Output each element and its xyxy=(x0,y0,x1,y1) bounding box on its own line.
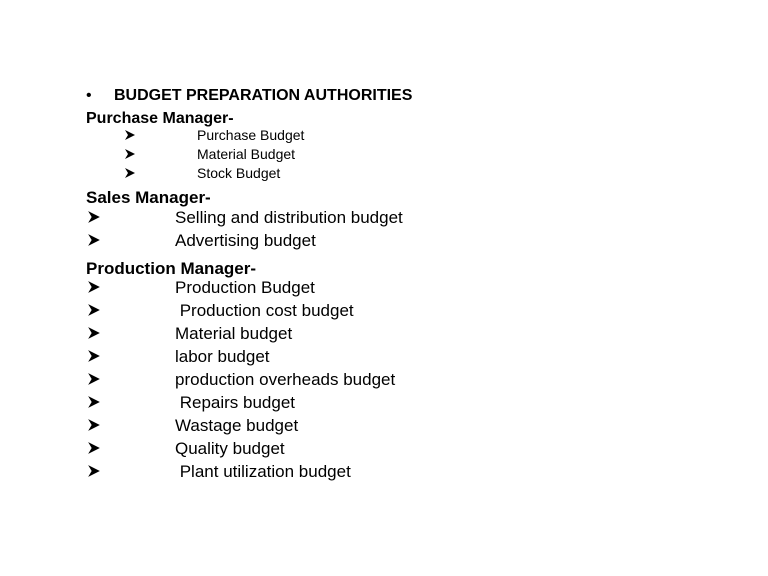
list-item xyxy=(86,230,316,250)
list-item-label: production overheads budget xyxy=(175,369,396,389)
arrow-bullet-icon xyxy=(86,210,102,224)
list-item-label: Purchase Budget xyxy=(197,126,305,143)
list-item xyxy=(86,300,354,320)
list-item-label: Quality budget xyxy=(175,438,285,458)
arrow-bullet-icon xyxy=(86,372,102,386)
title-bullet: • xyxy=(86,87,92,104)
list-item xyxy=(86,438,285,458)
arrow-bullet-icon xyxy=(86,349,102,363)
arrow-bullet-icon xyxy=(120,167,140,179)
list-item-label: Material Budget xyxy=(197,145,296,162)
arrow-bullet-icon xyxy=(86,441,102,455)
list-item xyxy=(86,461,351,481)
section-heading-production-manager: Production Manager- xyxy=(86,259,257,278)
list-item-label: Material budget xyxy=(175,323,293,343)
list-item-label: Repairs budget xyxy=(175,392,296,412)
arrow-bullet-icon xyxy=(86,464,102,478)
arrow-bullet-icon xyxy=(86,303,102,317)
section-heading-purchase-manager: Purchase Manager- xyxy=(86,110,234,127)
list-item-label: Wastage budget xyxy=(175,415,299,435)
list-item xyxy=(120,126,305,143)
arrow-bullet-icon xyxy=(120,148,140,160)
arrow-bullet-icon xyxy=(86,233,102,247)
arrow-bullet-icon xyxy=(86,395,102,409)
arrow-bullet-icon xyxy=(86,326,102,340)
list-item xyxy=(86,415,299,435)
list-item xyxy=(86,277,315,297)
list-item-label: Stock Budget xyxy=(197,164,281,181)
list-item-label: labor budget xyxy=(175,346,270,366)
arrow-bullet-icon xyxy=(86,280,102,294)
list-item-label: Production cost budget xyxy=(175,300,354,320)
list-item-label: Selling and distribution budget xyxy=(175,207,403,227)
list-item xyxy=(86,346,270,366)
list-item xyxy=(86,323,293,343)
list-item-label: Advertising budget xyxy=(175,230,316,250)
list-item-label: Production Budget xyxy=(175,277,315,297)
list-item xyxy=(86,369,396,389)
list-item xyxy=(86,392,296,412)
list-item xyxy=(86,207,403,227)
arrow-bullet-icon xyxy=(86,418,102,432)
section-heading-sales-manager: Sales Manager- xyxy=(86,188,211,207)
list-item xyxy=(120,164,281,181)
title-text: BUDGET PREPARATION AUTHORITIES xyxy=(114,87,413,104)
list-item-label: Plant utilization budget xyxy=(175,461,351,481)
list-item xyxy=(120,145,296,162)
slide-title xyxy=(86,86,412,106)
arrow-bullet-icon xyxy=(120,129,140,141)
